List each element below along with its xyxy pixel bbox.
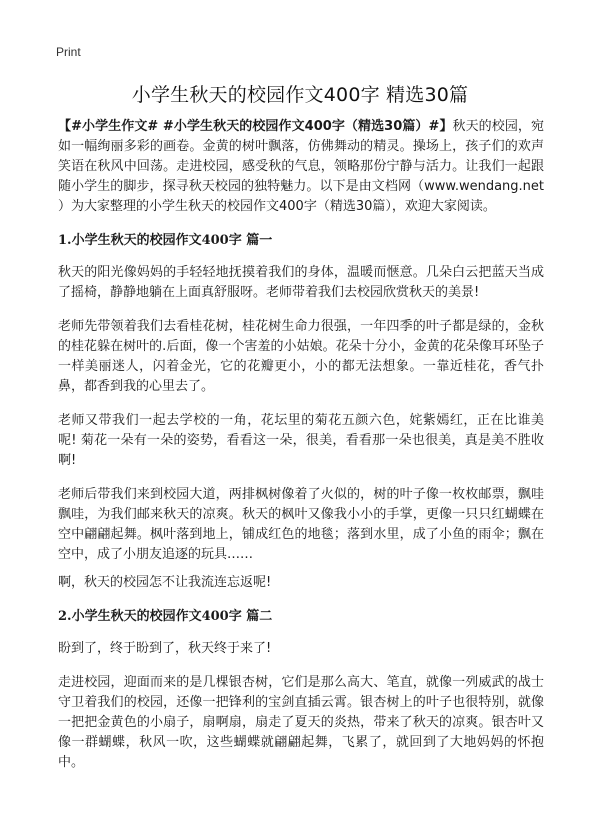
intro-text: 秋天的校园，宛如一幅绚丽多彩的画卷。金黄的树叶飘落，仿佛舞动的精灵。操场上，孩子们的欢声笑语在秋风中回荡。走进校园，感受秋的气息，领略那份宁静与活力。让我们一起跟随小学生的脚步，探寻秋天校园的独特魅力。以下是由文档网（www.wendang.net ）为大家整理的小学生秋天的校园作文400字（精选30篇），欢迎大家阅读。 — [58, 119, 544, 214]
section-2-paragraph: 盼到了，终于盼到了，秋天终于来了! — [58, 641, 272, 656]
section-heading-2: 2.小学生秋天的校园作文400字 篇二 — [58, 609, 273, 624]
section-1-paragraph: 秋天的阳光像妈妈的手轻轻地抚摸着我们的身体，温暖而惬意。几朵白云把蓝天当成了摇椅，静静地躺在上面真舒服呀。老师带着我们去校园欣赏秋天的美景! — [58, 265, 544, 300]
section-2-paragraph: 走进校园，迎面而来的是几棵银杏树，它们是那么高大、笔直，就像一列威武的战士守卫着我们的校园，还像一把锋利的宝剑直插云霄。银杏树上的叶子也很特别，就像一把把金黄色的小扇子，扇啊扇，扇走了夏天的炎热，带来了秋天的凉爽。银杏叶又像一群蝴蝶，秋风一吹，这些蝴蝶就翩翩起舞，飞累了，就回到了大地妈妈的怀抱中。 — [58, 675, 544, 770]
section-1-paragraph: 老师又带我们一起去学校的一角，花坛里的菊花五颜六色，姹紫嫣红，正在比谁美呢! 菊花一朵有一朵的姿势，看看这一朵，很美，看看那一朵也很美，真是美不胜收啊! — [58, 413, 544, 468]
document-body — [58, 117, 544, 787]
page-title: 小学生秋天的校园作文400字 精选30篇 — [131, 84, 469, 106]
section-1-paragraph: 老师先带领着我们去看桂花树，桂花树生命力很强，一年四季的叶子都是绿的，金秋的桂花躲在树叶的.后面，像一个害羞的小姑娘。花朵十分小，金黄的花朵像耳环坠子一样美丽迷人，闪着金光，它的花瓣更小，小的都无法想象。一靠近桂花，香气扑鼻，都香到我的心里去了。 — [58, 319, 544, 394]
print-link[interactable]: Print — [56, 45, 81, 59]
section-heading-1: 1.小学生秋天的校园作文400字 篇一 — [58, 233, 273, 248]
intro-paragraph — [58, 117, 544, 217]
section-1-paragraph: 老师后带我们来到校园大道，两排枫树像着了火似的，树的叶子像一枚枚邮票，飘哇飘哇，为我们邮来秋天的凉爽。秋天的枫叶又像我小小的手掌，更像一只只红蝴蝶在空中翩翩起舞。枫叶落到地上，铺成红色的地毯；落到水里，成了小鱼的雨伞；飘在空中，成了小朋友追逐的玩具…… — [58, 487, 544, 562]
intro-tags: 【#小学生作文# #小学生秋天的校园作文400字（精选30篇）#】 — [58, 119, 453, 134]
section-1-paragraph: 啊，秋天的校园怎不让我流连忘返呢! — [58, 575, 272, 590]
